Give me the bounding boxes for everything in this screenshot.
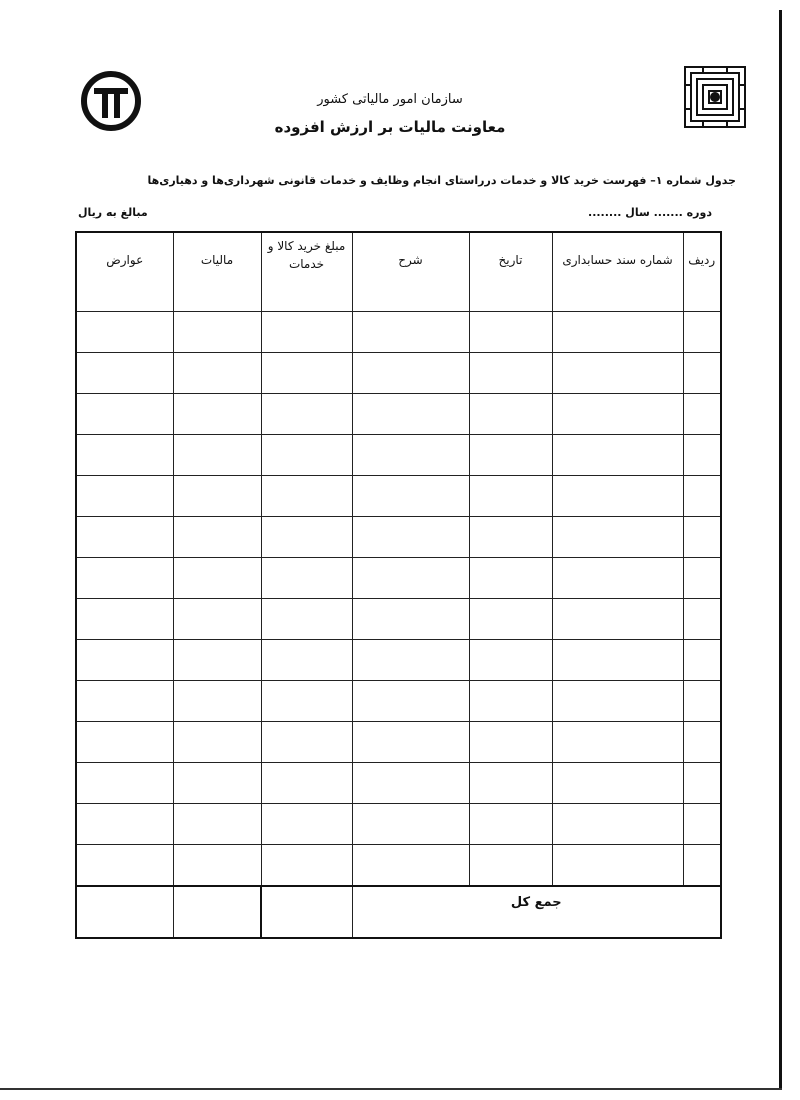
- table-cell[interactable]: [683, 476, 721, 517]
- table-cell[interactable]: [173, 517, 261, 558]
- table-row: [76, 845, 721, 887]
- table-cell[interactable]: [552, 476, 683, 517]
- table-cell[interactable]: [552, 394, 683, 435]
- currency-note: مبالغ به ریال: [78, 206, 148, 219]
- table-cell[interactable]: [683, 312, 721, 353]
- table-row: [76, 681, 721, 722]
- table-cell[interactable]: [552, 312, 683, 353]
- table-cell[interactable]: [173, 476, 261, 517]
- table-cell[interactable]: [469, 804, 552, 845]
- table-cell[interactable]: [552, 804, 683, 845]
- table-cell[interactable]: [683, 681, 721, 722]
- table-cell[interactable]: [552, 640, 683, 681]
- table-cell[interactable]: [173, 640, 261, 681]
- table-cell[interactable]: [173, 353, 261, 394]
- table-cell[interactable]: [683, 599, 721, 640]
- table-cell[interactable]: [683, 435, 721, 476]
- table-cell[interactable]: [76, 640, 173, 681]
- table-cell[interactable]: [173, 312, 261, 353]
- table-cell[interactable]: [76, 804, 173, 845]
- table-row: [76, 763, 721, 804]
- total-purchase-amount-cell[interactable]: [261, 886, 352, 938]
- table-cell[interactable]: [173, 681, 261, 722]
- table-cell[interactable]: [76, 517, 173, 558]
- table-cell[interactable]: [352, 558, 469, 599]
- column-header-date: تاریخ: [469, 232, 552, 312]
- page-edge-right: [779, 10, 782, 1090]
- table-cell[interactable]: [552, 763, 683, 804]
- table-cell[interactable]: [261, 517, 352, 558]
- table-cell[interactable]: [76, 845, 173, 887]
- table-cell[interactable]: [76, 476, 173, 517]
- table-cell[interactable]: [261, 353, 352, 394]
- table-cell[interactable]: [469, 476, 552, 517]
- table-cell[interactable]: [352, 353, 469, 394]
- table-cell[interactable]: [261, 599, 352, 640]
- table-row: [76, 312, 721, 353]
- total-duties-cell[interactable]: [76, 886, 173, 938]
- table-cell[interactable]: [76, 312, 173, 353]
- table-cell[interactable]: [261, 804, 352, 845]
- table-title: جدول شماره ۱– فهرست خرید کالا و خدمات درراستای انجام وظایف و خدمات قانونی شهرداری‌ها و دهیاری‌ها: [147, 174, 736, 187]
- table-cell[interactable]: [352, 517, 469, 558]
- table-cell[interactable]: [352, 476, 469, 517]
- total-tax-cell[interactable]: [173, 886, 261, 938]
- column-header-tax: مالیات: [173, 232, 261, 312]
- table-cell[interactable]: [352, 763, 469, 804]
- table-cell[interactable]: [76, 353, 173, 394]
- table-cell[interactable]: [173, 763, 261, 804]
- table-row: [76, 517, 721, 558]
- table-cell[interactable]: [261, 845, 352, 887]
- table-cell[interactable]: [173, 435, 261, 476]
- table-cell[interactable]: [261, 558, 352, 599]
- total-label: جمع کل: [352, 886, 721, 938]
- table-cell[interactable]: [552, 517, 683, 558]
- table-row: [76, 558, 721, 599]
- table-row: [76, 599, 721, 640]
- table-cell[interactable]: [261, 476, 352, 517]
- table-cell[interactable]: [469, 435, 552, 476]
- table-cell[interactable]: [352, 804, 469, 845]
- table-cell[interactable]: [469, 312, 552, 353]
- table-cell[interactable]: [173, 845, 261, 887]
- table-cell[interactable]: [352, 722, 469, 763]
- table-cell[interactable]: [76, 435, 173, 476]
- table-cell[interactable]: [683, 845, 721, 887]
- table-cell[interactable]: [683, 517, 721, 558]
- table-cell[interactable]: [261, 722, 352, 763]
- table-cell[interactable]: [76, 558, 173, 599]
- table-cell[interactable]: [261, 435, 352, 476]
- table-cell[interactable]: [683, 722, 721, 763]
- table-cell[interactable]: [469, 394, 552, 435]
- table-cell[interactable]: [261, 312, 352, 353]
- table-row: [76, 804, 721, 845]
- page-edge-bottom: [0, 1088, 782, 1090]
- table-cell[interactable]: [552, 353, 683, 394]
- table-cell[interactable]: [261, 763, 352, 804]
- table-header-row: [76, 232, 721, 312]
- table-cell[interactable]: [552, 435, 683, 476]
- table-row: [76, 722, 721, 763]
- table-cell[interactable]: [76, 681, 173, 722]
- purchase-ledger-table: [75, 231, 722, 939]
- table-row: [76, 476, 721, 517]
- table-cell[interactable]: [352, 394, 469, 435]
- table-cell[interactable]: [469, 763, 552, 804]
- table-cell[interactable]: [552, 681, 683, 722]
- column-header-purchase-amount: مبلغ خرید کالا و خدمات: [261, 232, 352, 312]
- table-cell[interactable]: [469, 845, 552, 887]
- table-cell[interactable]: [683, 394, 721, 435]
- table-cell[interactable]: [552, 558, 683, 599]
- table-cell[interactable]: [469, 558, 552, 599]
- table-cell[interactable]: [261, 394, 352, 435]
- column-header-duties: عوارض: [76, 232, 173, 312]
- table-cell[interactable]: [552, 599, 683, 640]
- total-row: [76, 886, 721, 938]
- table-cell[interactable]: [173, 599, 261, 640]
- table-cell[interactable]: [552, 845, 683, 887]
- table-row: [76, 435, 721, 476]
- table-cell[interactable]: [469, 353, 552, 394]
- table-cell[interactable]: [352, 312, 469, 353]
- table-cell[interactable]: [261, 640, 352, 681]
- table-cell[interactable]: [261, 681, 352, 722]
- table-cell[interactable]: [352, 845, 469, 887]
- period-field-label: دوره ....... سال ........: [588, 206, 712, 219]
- table-cell[interactable]: [469, 681, 552, 722]
- table-cell[interactable]: [552, 722, 683, 763]
- table-cell[interactable]: [76, 763, 173, 804]
- table-cell[interactable]: [352, 599, 469, 640]
- column-header-row-number: ردیف: [683, 232, 721, 312]
- table-cell[interactable]: [173, 722, 261, 763]
- table-cell[interactable]: [76, 599, 173, 640]
- org-name: سازمان امور مالیاتی کشور: [317, 92, 463, 107]
- table-cell[interactable]: [173, 394, 261, 435]
- table-cell[interactable]: [352, 640, 469, 681]
- table-cell[interactable]: [683, 353, 721, 394]
- column-header-description: شرح: [352, 232, 469, 312]
- ministry-logo-icon: [80, 70, 142, 132]
- table-cell[interactable]: [469, 517, 552, 558]
- table-row: [76, 640, 721, 681]
- table-cell[interactable]: [469, 722, 552, 763]
- column-header-document-number: شماره سند حسابداری: [552, 232, 683, 312]
- table-row: [76, 394, 721, 435]
- table-cell[interactable]: [173, 804, 261, 845]
- table-cell[interactable]: [352, 681, 469, 722]
- table-cell[interactable]: [683, 558, 721, 599]
- table-cell[interactable]: [683, 763, 721, 804]
- table-cell[interactable]: [683, 804, 721, 845]
- table-row: [76, 353, 721, 394]
- table-cell[interactable]: [352, 435, 469, 476]
- tax-org-emblem-icon: [683, 65, 747, 129]
- department-name: معاونت مالیات بر ارزش افزوده: [274, 118, 506, 136]
- table-cell[interactable]: [469, 640, 552, 681]
- table-cell[interactable]: [76, 394, 173, 435]
- table-cell[interactable]: [683, 640, 721, 681]
- table-cell[interactable]: [76, 722, 173, 763]
- table-cell[interactable]: [173, 558, 261, 599]
- table-cell[interactable]: [469, 599, 552, 640]
